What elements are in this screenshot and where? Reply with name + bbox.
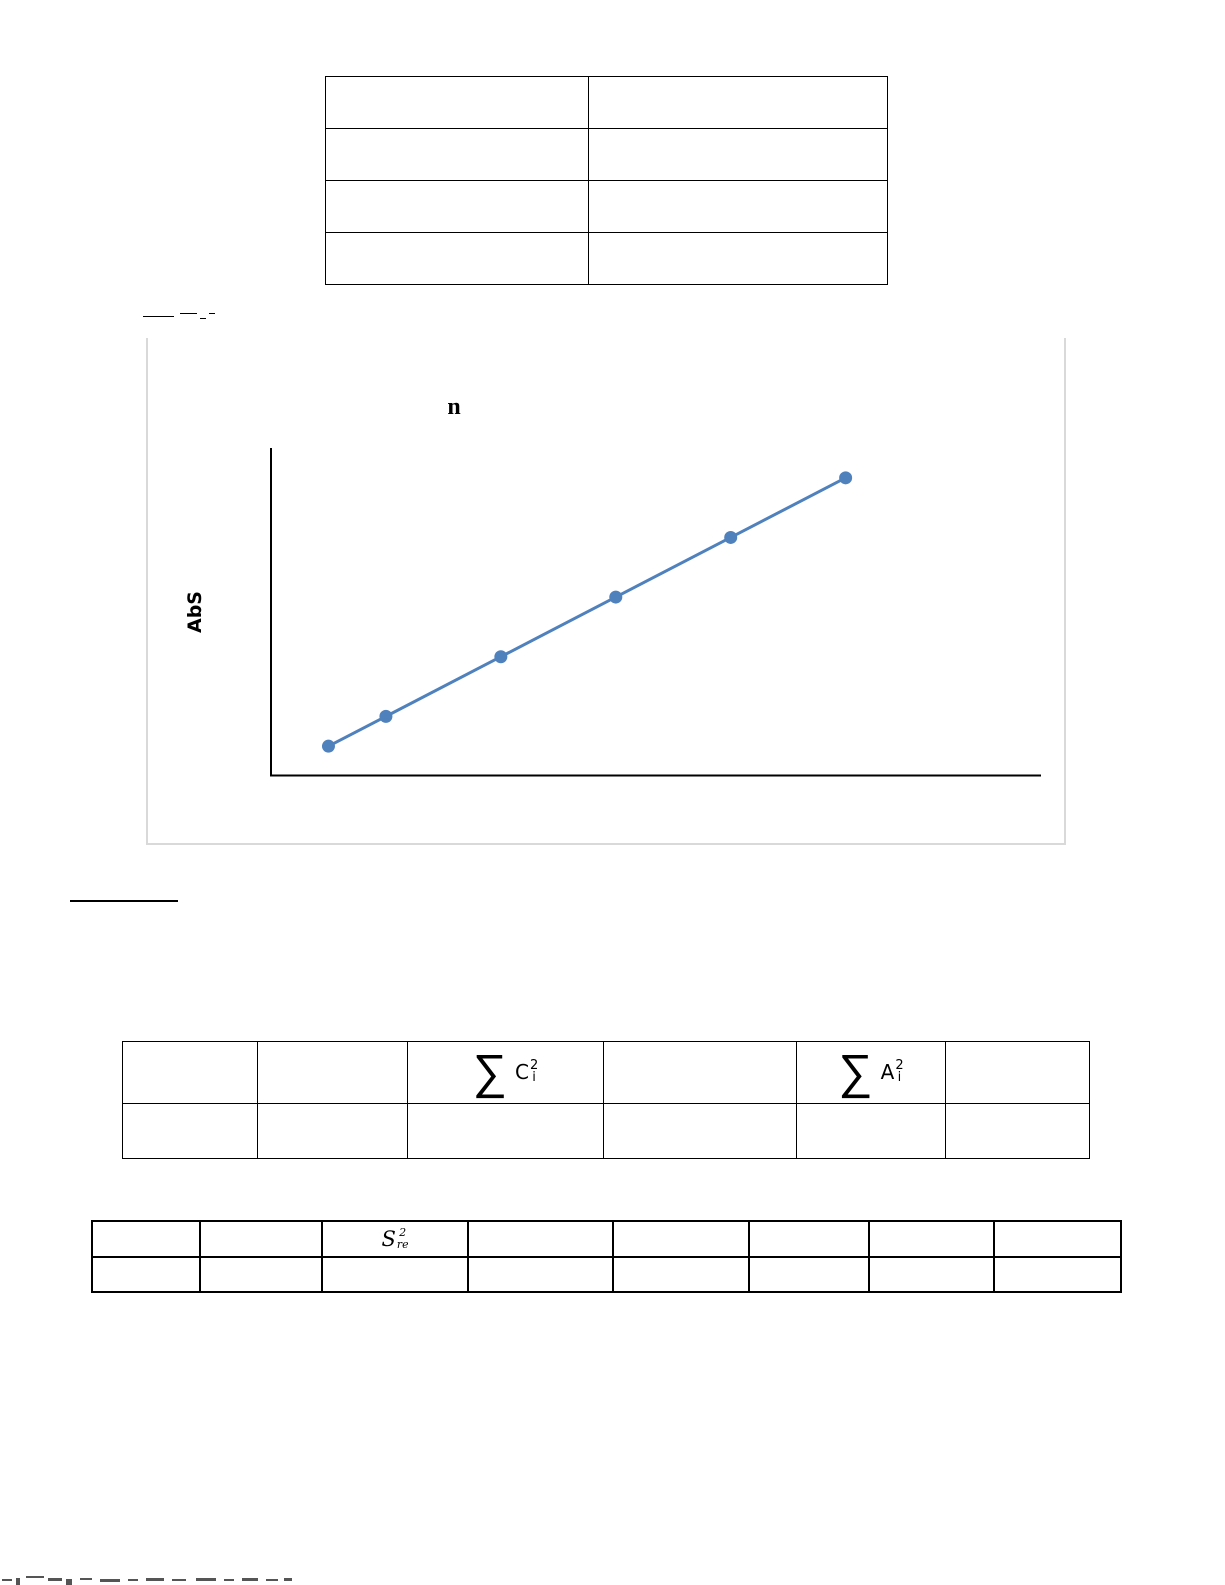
data-point (494, 650, 507, 663)
table-cell (946, 1042, 1090, 1104)
table-cell (258, 1042, 408, 1104)
sum-a-squared-cell (797, 1042, 946, 1104)
table-row (123, 1042, 1090, 1104)
chart-frame (146, 338, 1066, 845)
underline-fragment (180, 313, 197, 314)
a-symbol: A (880, 1060, 895, 1084)
underline-fragment (143, 316, 174, 317)
table-cell (589, 129, 888, 181)
subscript: i (897, 1070, 902, 1085)
summation-table (122, 1041, 1090, 1159)
section-heading-underline (70, 900, 178, 902)
table-cell (749, 1221, 869, 1257)
table-cell (589, 77, 888, 129)
exponent: 2 (399, 1226, 407, 1239)
table-cell (468, 1257, 613, 1292)
table-cell (408, 1104, 604, 1159)
table-cell (994, 1257, 1121, 1292)
table-cell (326, 181, 589, 233)
table-cell (613, 1221, 749, 1257)
subscript: re (396, 1238, 409, 1251)
data-point (322, 740, 335, 753)
table-row (92, 1257, 1121, 1292)
table-cell (326, 233, 589, 285)
table-cell (589, 181, 888, 233)
table-cell (946, 1104, 1090, 1159)
sigma-symbol: ∑ (472, 1044, 507, 1100)
sum-a-squared (838, 1044, 904, 1100)
sigma-symbol: ∑ (838, 1044, 873, 1100)
data-point (839, 471, 852, 484)
data-point (609, 591, 622, 604)
subscript: i (532, 1070, 536, 1085)
table-row (326, 77, 888, 129)
table-cell (123, 1104, 258, 1159)
sum-c-squared (472, 1044, 539, 1100)
table-cell (994, 1221, 1121, 1257)
table-cell (92, 1221, 200, 1257)
exponent: 2 (529, 1058, 539, 1073)
table-cell (468, 1221, 613, 1257)
data-point (379, 710, 392, 723)
table-row (326, 129, 888, 181)
underline-fragment (209, 313, 215, 314)
table-cell (613, 1257, 749, 1292)
table-row (123, 1104, 1090, 1159)
s-re-squared (382, 1227, 409, 1251)
exponent: 2 (895, 1058, 904, 1073)
underline-fragment (200, 318, 206, 319)
table-cell (200, 1221, 322, 1257)
chart-title: n (447, 394, 461, 420)
table-cell (322, 1257, 468, 1292)
table-cell (200, 1257, 322, 1292)
table-cell (123, 1042, 258, 1104)
table-cell (258, 1104, 408, 1159)
table-cell (326, 129, 589, 181)
table-row (326, 233, 888, 285)
statistics-table (91, 1220, 1122, 1293)
table-row (92, 1221, 1121, 1257)
table-cell (589, 233, 888, 285)
c-symbol: C (514, 1060, 529, 1084)
y-axis-label: AbS (184, 591, 206, 633)
sum-c-squared-cell (408, 1042, 604, 1104)
calibration-chart (148, 338, 1068, 845)
table-cell (604, 1042, 797, 1104)
top-table (325, 76, 888, 285)
s-re-squared-cell (322, 1221, 468, 1257)
table-cell (869, 1221, 994, 1257)
table-cell (797, 1104, 946, 1159)
data-point (724, 531, 737, 544)
table-cell (604, 1104, 797, 1159)
table-row (326, 181, 888, 233)
table-cell (326, 77, 589, 129)
cut-off-footer-text (0, 1572, 300, 1585)
table-cell (92, 1257, 200, 1292)
table-cell (749, 1257, 869, 1292)
s-symbol: S (381, 1227, 396, 1251)
series-line (328, 478, 845, 746)
table-cell (869, 1257, 994, 1292)
